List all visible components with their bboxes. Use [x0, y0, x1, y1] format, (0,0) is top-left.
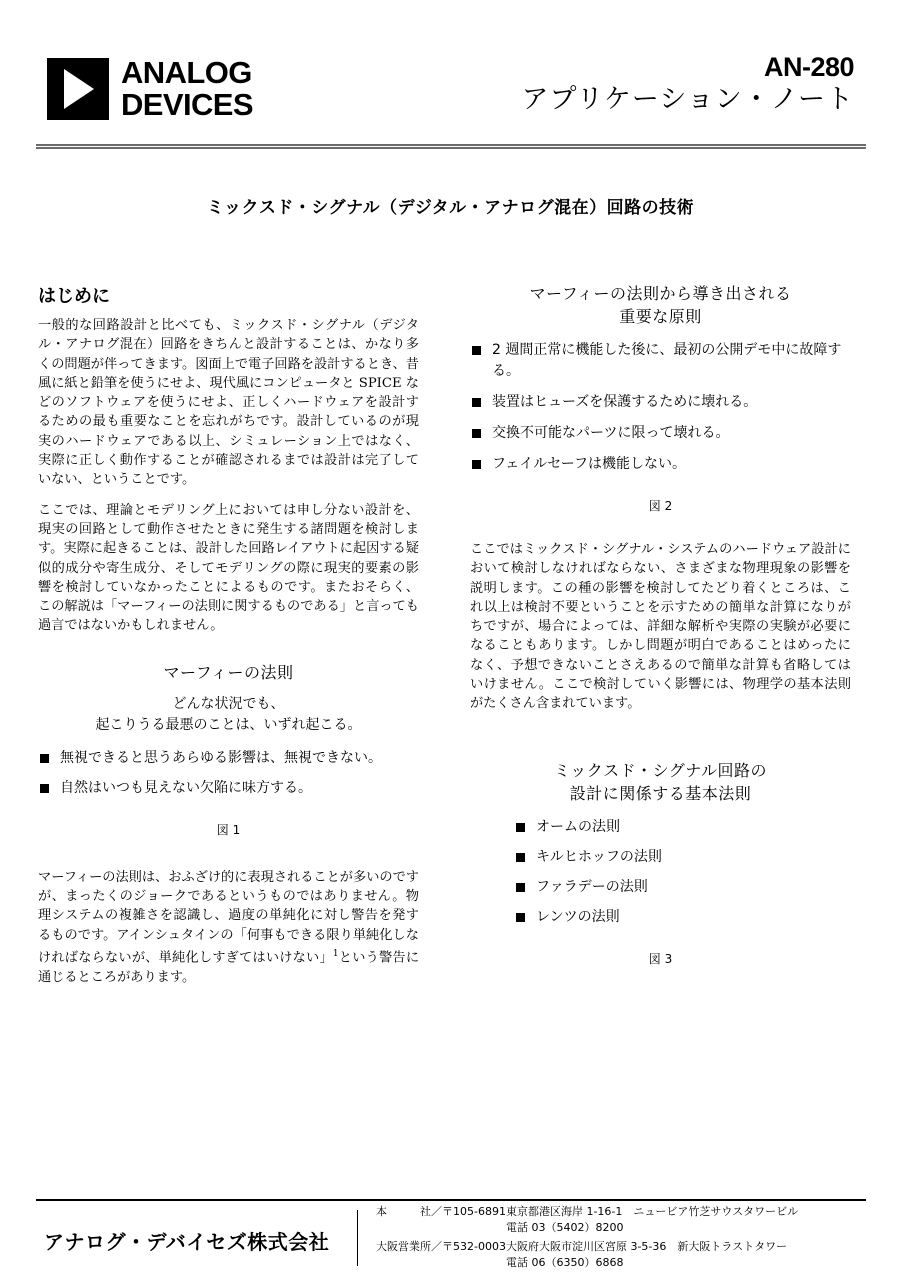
logo-line-analog: ANALOG — [121, 55, 252, 90]
murphys-law-heading: マーフィーの法則 — [163, 662, 294, 682]
logo-line-devices: DEVICES — [121, 87, 253, 122]
address-phone: 電話 06（6350）6868 — [505, 1255, 624, 1269]
basic-laws-heading-line1: ミックスド・シグナル回路の — [554, 760, 767, 780]
address-label: 大阪営業所／〒532-0003 — [376, 1240, 506, 1253]
principles-bullet-list — [470, 340, 851, 475]
footnote-reference: 1 — [332, 948, 339, 959]
address-street: 大阪府大阪市淀川区宮原 3-5-36 新大阪トラストタワー — [505, 1240, 788, 1253]
murphys-law-statement-line2: 起こりうる最悪のことは、いずれ起こる。 — [95, 716, 362, 733]
list-item: フェイルセーフは機能しない。 — [470, 454, 851, 475]
physical-effects-paragraph: ここではミックスド・シグナル・システムのハードウェア設計において検討しなければならない、さまざまな物理現象の影響を説明します。この種の影響を検討してたどり着くところは、これ以上は検討不要ということを示すための簡単な計算になりがちですが、場合によっては、詳細な解析や実際の実験が必要になることもあります。しかし問題が明白であることはめったになく、予想できないことさえあるので簡単な計算も省略してはいけません。ここで検討していく影響には、物理学の基本法則がたくさん含まれています。 — [470, 542, 851, 712]
company-name-japanese: アナログ・デバイセズ株式会社 — [44, 1230, 330, 1254]
figure-3-caption: 図 3 — [648, 951, 673, 966]
address-street: 東京都港区海岸 1-16-1 ニュービア竹芝サウスタワービル — [505, 1205, 799, 1218]
spacer — [38, 838, 419, 868]
list-item: 2 週間正常に機能した後に、最初の公開デモ中に故障する。 — [470, 340, 851, 382]
header-title-block — [522, 52, 855, 118]
commentary-text-main: マーフィーの法則は、おふざけ的に表現されることが多いのですが、まったくのジョークであるというものではありません。物理システムの複雑さを認識し、過度の単純化に対し警告を発するものです。アインシュタインの「何事もできる限り単純化しなければならないが、単純化しすぎてはいけない」 — [38, 869, 419, 966]
list-item: レンツの法則 — [514, 907, 851, 928]
list-item: 装置はヒューズを保護するために壊れる。 — [470, 392, 851, 413]
address-phone: 電話 03（5402）8200 — [505, 1220, 624, 1234]
murphys-law-bullet-list — [38, 748, 419, 799]
left-column — [38, 282, 419, 987]
basic-laws-heading-line2: 設計に関係する基本法則 — [569, 783, 752, 803]
application-note-label: アプリケーション・ノート — [521, 84, 854, 115]
footer-divider — [36, 1199, 866, 1201]
murphys-law-statement-line1: どんな状況でも、 — [172, 695, 285, 712]
list-item: 無視できると思うあらゆる影響は、無視できない。 — [38, 748, 419, 769]
intro-paragraph-1: 一般的な回路設計と比べても、ミックスド・シグナル（デジタル・アナログ混在）回路をきちんと設計することは、かなり多くの問題が伴ってきます。図面上で電子回路を設計するとき、昔風に紙と鉛筆を使うにせよ、現代風にコンピュータと SPICE などのソフトウェアを使うにせよ、正しくハードウェアを設計するための最も重要なことを忘れがちです。設計しているのが現実のハードウェアである以上、シミュレーション上ではなく、実際に正しく動作することが確認されるまでは設計は完了していない、ということです。 — [38, 318, 419, 488]
analog-devices-logo — [47, 57, 253, 121]
basic-laws-bullet-list — [514, 817, 851, 928]
right-column — [470, 282, 851, 967]
list-item: 自然はいつも見えない欠陥に味方する。 — [38, 778, 419, 799]
list-item: オームの法則 — [514, 817, 851, 838]
document-title: ミックスド・シグナル（デジタル・アナログ混在）回路の技術 — [206, 198, 695, 218]
header-divider — [36, 144, 866, 149]
intro-paragraph-2: ここでは、理論とモデリング上においては申し分ない設計を、現実の回路として動作させたときに発生する諸問題を検討します。実際に起きることは、設計した回路レイアウトに起因する疑似的成分や寄生成分、そしてモデリングの際に現実的要素の影響を検討していなかったことによるものです。またおそらく、この解説は「マーフィーの法則に関するものである」と言っても過言ではないかもしれません。 — [38, 502, 419, 634]
principles-heading-line1: マーフィーの法則から導き出される — [529, 284, 792, 303]
company-addresses — [376, 1204, 866, 1274]
spacer — [470, 514, 851, 540]
address-body — [506, 1204, 866, 1235]
murphys-law-commentary — [38, 868, 419, 987]
murphys-law-statement — [38, 694, 419, 736]
address-headquarters — [376, 1204, 866, 1235]
basic-laws-heading — [470, 759, 851, 805]
page-footer — [36, 1204, 866, 1280]
principles-heading-line2: 重要な原則 — [619, 307, 702, 326]
section-heading-introduction: はじめに — [38, 286, 110, 307]
list-item: キルヒホッフの法則 — [514, 847, 851, 868]
list-item: 交換不可能なパーツに限って壊れる。 — [470, 423, 851, 444]
triangle-logo-icon — [47, 58, 109, 120]
list-item: ファラデーの法則 — [514, 877, 851, 898]
logo-wordmark — [121, 57, 253, 121]
principles-heading — [470, 282, 851, 328]
address-label: 本 社／〒105-6891 — [376, 1205, 506, 1218]
commentary-text-tail: という警告に通じるところがあります。 — [38, 950, 420, 985]
spacer — [470, 725, 851, 759]
page-header — [47, 52, 854, 140]
address-body — [506, 1239, 866, 1270]
figure-1-caption: 図 1 — [216, 822, 241, 837]
application-note-number: AN-280 — [763, 52, 854, 82]
address-osaka-office — [376, 1239, 866, 1270]
figure-2-caption: 図 2 — [648, 499, 673, 513]
footer-vertical-rule — [357, 1210, 358, 1266]
spacer — [38, 647, 419, 661]
